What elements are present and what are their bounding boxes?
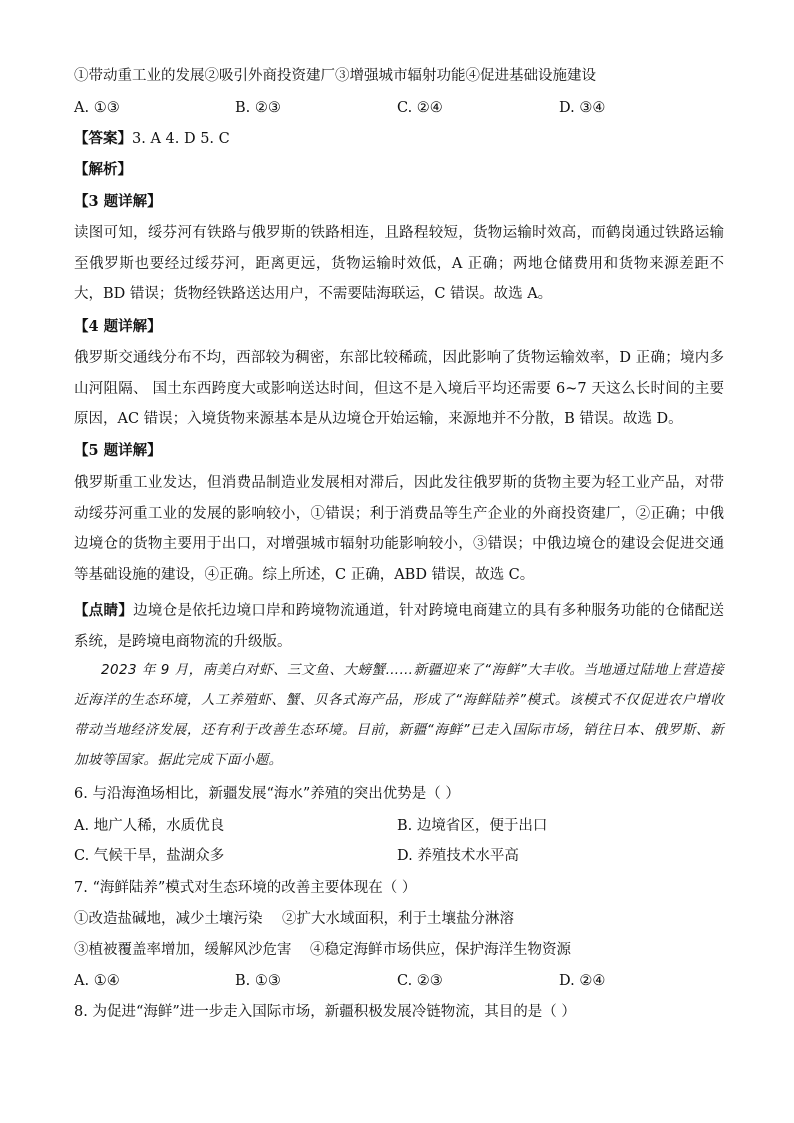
tip-tag: 【点睛】 <box>74 602 134 619</box>
analysis-label: 【解析】 <box>74 161 132 178</box>
q5-title: 【5 题详解】 <box>74 442 162 459</box>
q6-choice-a: A. 地广人稀，水质优良 <box>74 818 225 834</box>
q5-choice-c: C. ②④ <box>397 100 443 116</box>
q3-explanation: 读图可知，绥芬河有铁路与俄罗斯的铁路相连，且路程较短，货物运输时效高，而鹤岗通过铁路运输至俄罗斯也要经过绥芬河，距离更远，货物运输时效低，A 正确；两地仓储费用和货物来源差距不大，BD 错误；货物经铁路送达用户，不需要陆海联运，C 错误。故选 A。 <box>74 225 724 302</box>
q7-choice-c: C. ②③ <box>397 973 443 989</box>
q7-stem: 7. “海鲜陆养”模式对生态环境的改善主要体现在（ ） <box>74 880 417 896</box>
q6-choice-b: B. 边境省区，便于出口 <box>397 818 548 834</box>
q5-explanation: 俄罗斯重工业发达，但消费品制造业发展相对滞后，因此发往俄罗斯的货物主要为轻工业产品，对带动绥芬河重工业的发展的影响较小，①错误；利于消费品等生产企业的外商投资建厂，②正确；中俄边境仓的货物主要用于出口，对增强城市辐射功能影响较小，③错误；中俄边境仓的建设会促进交通等基础设施的建设，④正确。综上所述，C 正确，ABD 错误，故选 C。 <box>74 475 724 583</box>
q5-choice-a: A. ①③ <box>74 100 120 116</box>
q7-choice-a: A. ①④ <box>74 973 120 989</box>
q4-title: 【4 题详解】 <box>74 318 162 335</box>
q6-choice-d: D. 养殖技术水平高 <box>397 848 519 864</box>
material-passage: 2023 年 9 月，南美白对虾、三文鱼、大螃蟹……新疆迎来了“海鲜”大丰收。当地通过陆地上营造接近海洋的生态环境，人工养殖虾、蟹、贝各式海产品，形成了“海鲜陆养”模式。该模式不仅促进农户增收带动当地经济发展，还有利于改善生态环境。目前，新疆“海鲜”已走入国际市场，销往日本、俄罗斯、新加坡等国家。据此完成下面小题。 <box>74 662 724 768</box>
q6-stem: 6. 与沿海渔场相比，新疆发展“海水”养殖的突出优势是（ ） <box>74 786 460 802</box>
answer-tag: 【答案】 <box>74 130 132 147</box>
tip-block <box>74 596 724 657</box>
q5-options-line: ①带动重工业的发展②吸引外商投资建厂③增强城市辐射功能④促进基础设施建设 <box>74 68 596 84</box>
answer-text: 3. A 4. D 5. C <box>132 131 230 147</box>
q5-choice-b: B. ②③ <box>235 100 281 116</box>
q6-choice-c: C. 气候干旱，盐湖众多 <box>74 848 225 864</box>
q5-choice-d: D. ③④ <box>559 100 606 116</box>
q3-title: 【3 题详解】 <box>74 193 162 210</box>
q4-explanation: 俄罗斯交通线分布不均，西部较为稠密，东部比较稀疏，因此影响了货物运输效率，D 正确；境内多山河阻隔、 国土东西跨度大或影响送达时间，但这不是入境后平均还需要 6~7 天这么长时间的主要原因，AC 错误；入境货物来源基本是从边境仓开始运输，来源地并不分散，B 错误。故选 D。 <box>74 350 724 427</box>
q7-choice-b: B. ①③ <box>235 973 281 989</box>
q7-choice-d: D. ②④ <box>559 973 606 989</box>
q8-stem: 8. 为促进“海鲜”进一步走入国际市场，新疆积极发展冷链物流，其目的是（ ） <box>74 1004 576 1020</box>
answer-line <box>74 129 230 149</box>
q7-item-3: ③植被覆盖率增加，缓解风沙危害 <box>74 942 292 958</box>
tip-text: 边境仓是依托边境口岸和跨境物流通道，针对跨境电商建立的具有多种服务功能的仓储配送系统，是跨境电商物流的升级版。 <box>74 603 725 650</box>
q7-item-1: ①改造盐碱地，减少土壤污染 <box>74 911 263 927</box>
q7-item-4: ④稳定海鲜市场供应，保护海洋生物资源 <box>310 942 571 958</box>
q7-item-2: ②扩大水域面积，利于土壤盐分淋溶 <box>282 911 514 927</box>
